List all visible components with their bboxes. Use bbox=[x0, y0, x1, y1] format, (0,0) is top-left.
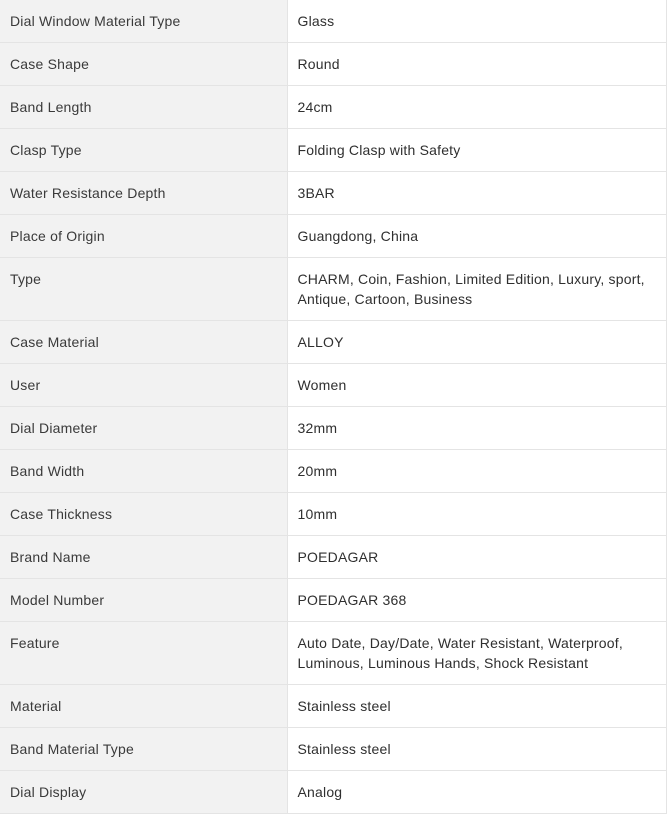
spec-value: 10mm bbox=[287, 493, 666, 536]
spec-row-type bbox=[0, 258, 666, 321]
spec-row-band-length bbox=[0, 86, 666, 129]
spec-value: 3BAR bbox=[287, 172, 666, 215]
spec-label: Dial Window Material Type bbox=[0, 0, 287, 43]
spec-label: Type bbox=[0, 258, 287, 321]
spec-value: Auto Date, Day/Date, Water Resistant, Waterproof, Luminous, Luminous Hands, Shock Resistant bbox=[287, 622, 666, 685]
spec-label: Case Thickness bbox=[0, 493, 287, 536]
spec-value: 32mm bbox=[287, 407, 666, 450]
spec-label: Dial Diameter bbox=[0, 407, 287, 450]
spec-row-dial-diameter bbox=[0, 407, 666, 450]
spec-value: 20mm bbox=[287, 450, 666, 493]
spec-value: Folding Clasp with Safety bbox=[287, 129, 666, 172]
spec-label: Model Number bbox=[0, 579, 287, 622]
spec-row-dial-display bbox=[0, 771, 666, 814]
spec-label: Band Length bbox=[0, 86, 287, 129]
spec-value: Stainless steel bbox=[287, 685, 666, 728]
spec-value: Round bbox=[287, 43, 666, 86]
spec-row-case-material bbox=[0, 321, 666, 364]
spec-label: Brand Name bbox=[0, 536, 287, 579]
spec-row-water-resistance-depth bbox=[0, 172, 666, 215]
spec-row-brand-name bbox=[0, 536, 666, 579]
spec-row-dial-window-material-type bbox=[0, 0, 666, 43]
spec-label: Band Width bbox=[0, 450, 287, 493]
spec-row-material bbox=[0, 685, 666, 728]
spec-label: Clasp Type bbox=[0, 129, 287, 172]
spec-row-model-number bbox=[0, 579, 666, 622]
spec-value: CHARM, Coin, Fashion, Limited Edition, Luxury, sport, Antique, Cartoon, Business bbox=[287, 258, 666, 321]
spec-value: Guangdong, China bbox=[287, 215, 666, 258]
spec-row-place-of-origin bbox=[0, 215, 666, 258]
spec-value: POEDAGAR 368 bbox=[287, 579, 666, 622]
spec-row-user bbox=[0, 364, 666, 407]
spec-row-band-material-type bbox=[0, 728, 666, 771]
spec-value: 24cm bbox=[287, 86, 666, 129]
spec-row-clasp-type bbox=[0, 129, 666, 172]
spec-label: Water Resistance Depth bbox=[0, 172, 287, 215]
spec-label: Material bbox=[0, 685, 287, 728]
spec-label: User bbox=[0, 364, 287, 407]
spec-value: POEDAGAR bbox=[287, 536, 666, 579]
spec-label: Case Shape bbox=[0, 43, 287, 86]
spec-value: Stainless steel bbox=[287, 728, 666, 771]
spec-value: Glass bbox=[287, 0, 666, 43]
spec-label: Case Material bbox=[0, 321, 287, 364]
spec-row-case-thickness bbox=[0, 493, 666, 536]
spec-value: ALLOY bbox=[287, 321, 666, 364]
spec-row-band-width bbox=[0, 450, 666, 493]
spec-label: Band Material Type bbox=[0, 728, 287, 771]
spec-value: Women bbox=[287, 364, 666, 407]
spec-row-case-shape bbox=[0, 43, 666, 86]
spec-row-feature bbox=[0, 622, 666, 685]
spec-label: Place of Origin bbox=[0, 215, 287, 258]
spec-value: Analog bbox=[287, 771, 666, 814]
spec-label: Dial Display bbox=[0, 771, 287, 814]
spec-label: Feature bbox=[0, 622, 287, 685]
